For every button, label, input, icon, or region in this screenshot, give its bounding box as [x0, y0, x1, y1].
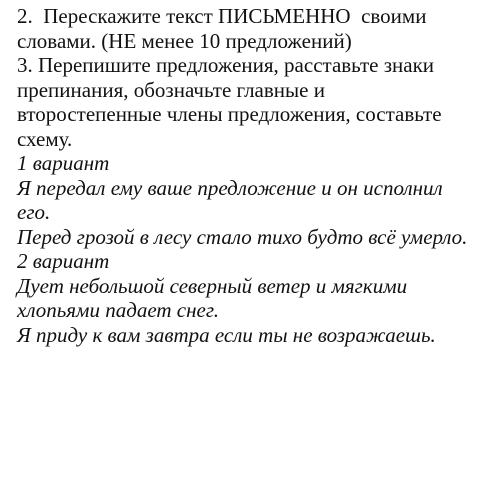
- variant-1-block: [17, 151, 497, 249]
- variant-2-block: [17, 249, 497, 347]
- variant-1-heading: 1 вариант: [17, 151, 110, 175]
- task-3-line-3: второстепенные члены предложения, составьте: [17, 102, 442, 126]
- variant-2-heading: 2 вариант: [17, 249, 110, 273]
- task-3-line-2: препинания, обозначьте главные и: [17, 77, 325, 102]
- task-2-block: [17, 4, 497, 53]
- task-2-line-1: 2. Перескажите текст ПИСЬМЕННО своими: [17, 4, 427, 28]
- task-2-line-2: словами. (НЕ менее 10 предложений): [17, 28, 352, 53]
- variant-2-sentence-2: Я приду к вам завтра если ты не возражаешь.: [17, 322, 436, 347]
- variant-2-sentence-1-line-1: Дует небольшой северный ветер и мягкими: [17, 273, 408, 298]
- variant-1-sentence-1-line-1: Я передал ему ваше предложение и он исполнил: [17, 175, 443, 200]
- task-3-line-1: 3. Перепишите предложения, расставьте знаки: [17, 53, 435, 77]
- document-body: [17, 4, 497, 347]
- task-3-line-4: схему.: [17, 126, 73, 151]
- task-3-block: [17, 53, 497, 151]
- variant-1-sentence-1-line-2: его.: [17, 200, 51, 224]
- variant-2-sentence-1-line-2: хлопьями падает снег.: [17, 298, 220, 322]
- variant-1-sentence-2: Перед грозой в лесу стало тихо будто всё умерло.: [17, 224, 468, 249]
